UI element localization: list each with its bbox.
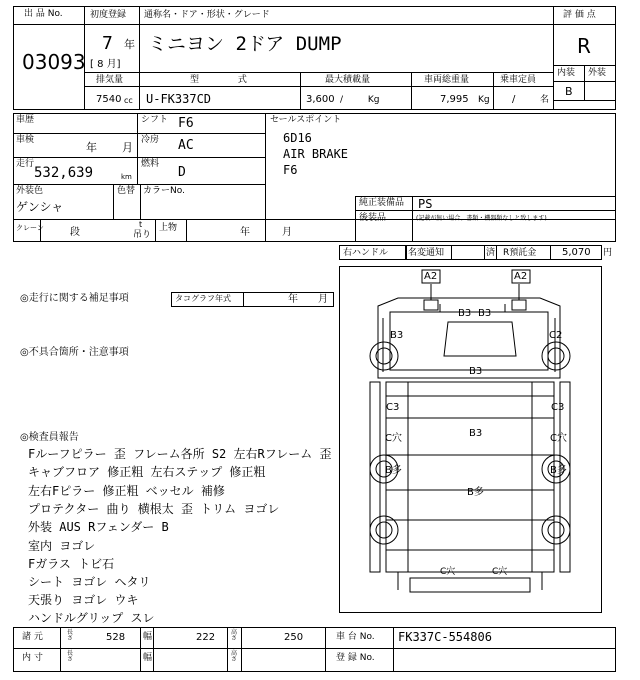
inspection-year: 年 — [86, 141, 97, 154]
rack-month: 月 — [282, 227, 292, 238]
inspector-line: ハンドルグリップ スレ — [28, 611, 155, 625]
damage-code-b-ta-center: B多 — [467, 487, 484, 498]
color-value: ゲンシャ — [16, 200, 64, 214]
sales-point-1: 6D16 — [283, 131, 312, 145]
crane-ton: t — [139, 220, 143, 229]
recycle-unit: 円 — [603, 248, 613, 258]
damage-code-c2-right: C2 — [549, 330, 563, 341]
crane-stage: 段 — [70, 227, 80, 238]
inspector-line: プロテクター 曲り 横根太 歪 トリム ヨゴレ — [28, 502, 280, 516]
inspection-label: 車検 — [16, 135, 35, 145]
rear-right-wheel-2-icon — [542, 516, 570, 544]
capacity-unit: 名 — [540, 95, 550, 105]
chassis-label: 車 台 No. — [336, 632, 375, 642]
damage-code-b3-cab-1: B3 — [458, 308, 472, 319]
defects-label: ◎不具合箇所・注意事項 — [20, 347, 129, 358]
inspector-line: Fルーフピラー 歪 フレーム各所 S2 左右Rフレーム 歪 — [28, 447, 332, 461]
capacity-label: 乗車定員 — [500, 75, 537, 85]
genuine-equipment-value: PS — [418, 197, 433, 211]
shift-value: F6 — [178, 116, 194, 131]
recycle-value: 5,070 — [562, 247, 591, 258]
tax-label: 済 — [486, 248, 496, 258]
reg-year: 7 — [102, 33, 113, 54]
crane-label: クレーン — [16, 224, 44, 232]
damage-code-c-ana-left: C穴 — [385, 433, 402, 444]
score-label: 評 価 点 — [563, 10, 596, 20]
mileage-unit: km — [121, 173, 132, 181]
first-reg-label: 初度登録 — [90, 10, 127, 20]
sales-points-label: セールスポイント — [270, 115, 342, 125]
inspector-line: 外装 AUS Rフェンダー B — [28, 520, 169, 534]
height-value: 250 — [284, 632, 304, 643]
aftermarket-label: 後装品 — [359, 213, 387, 223]
crane-lift: 吊り — [133, 230, 152, 240]
shift-label: シフト — [141, 115, 169, 125]
damage-code-c-ana-bottom-1: C穴 — [440, 567, 456, 577]
chassis-value: FK337C-554806 — [398, 630, 492, 644]
model-name: ミニヨン 2ドア DUMP — [148, 33, 342, 55]
aircon-value: AC — [178, 138, 194, 153]
cargo-label: 内 寸 — [22, 653, 43, 663]
gross-weight-unit: Kg — [478, 95, 490, 105]
lot-label: 出 品 No. — [24, 9, 63, 19]
front-left-wheel-icon — [370, 342, 398, 370]
gross-weight-value: 7,995 — [440, 94, 469, 105]
max-load-value: 3,600 — [306, 94, 335, 105]
inspector-line: 左右Fピラー 修正粗 ベッセル 補修 — [28, 484, 225, 498]
capacity-slash: / — [512, 94, 516, 105]
cargo-width-label: 幅 — [143, 653, 153, 663]
aircon-label: 冷房 — [141, 135, 160, 145]
reg-month: [ 8 月] — [90, 59, 121, 70]
width-label: 幅 — [143, 632, 153, 642]
driving-notes-label: ◎走行に関する補足事項 — [20, 293, 129, 304]
fuel-label: 燃料 — [141, 159, 160, 169]
sales-point-2: AIR BRAKE — [283, 147, 349, 161]
tacho-year: 年 — [288, 294, 298, 305]
reg-year-unit: 年 — [124, 38, 135, 51]
damage-code-b3-front: B3 — [469, 366, 483, 377]
inspector-line: 天張り ヨゴレ ウキ — [28, 593, 139, 607]
max-load-label: 最大積載量 — [325, 75, 371, 85]
length-value: 528 — [106, 632, 126, 643]
aftermarket-note: (記載が無い場合、書類・機器類なしと致します) — [416, 215, 547, 222]
displacement-unit: cc — [124, 96, 133, 105]
tacho-label: タコグラフ年式 — [175, 294, 231, 303]
genuine-equipment-label: 純正装備品 — [359, 198, 405, 208]
mileage-label: 走行 — [16, 159, 35, 169]
damage-code-c3-right: C3 — [551, 402, 565, 413]
width-value: 222 — [196, 632, 216, 643]
rack-year: 年 — [240, 227, 250, 238]
fuel-value: D — [178, 165, 186, 180]
inspector-line: Fガラス トビ石 — [28, 557, 115, 571]
score-value: R — [577, 34, 591, 58]
height-label: 高さ — [231, 629, 238, 642]
color-change-label: 色替 — [117, 186, 136, 196]
mileage-value: 532,639 — [34, 165, 94, 181]
damage-code-b-ta-left: B多 — [385, 465, 402, 476]
inspector-line: キャブフロア 修正粗 左右ステップ 修正粗 — [28, 465, 266, 479]
color-code-label: カラーNo. — [143, 186, 185, 196]
rear-left-wheel-2-icon — [370, 516, 398, 544]
color-label: 外装色 — [16, 186, 44, 196]
history-label: 車歴 — [16, 115, 35, 125]
damage-code-c-ana-bottom-2: C穴 — [492, 567, 508, 577]
damage-code-b3-left: B3 — [390, 330, 404, 341]
displacement-label: 排気量 — [96, 75, 124, 85]
damage-code-b3-center: B3 — [469, 428, 483, 439]
max-load-unit: / Kg — [340, 95, 380, 105]
damage-code-b3-cab-2: B3 — [478, 308, 492, 319]
name-change-label: 名変通知 — [408, 248, 445, 258]
model-name-label: 通称名・ドア・形状・グレード — [144, 10, 270, 20]
interior-label: 内装 — [557, 68, 576, 78]
inspector-label: ◎検査員報告 — [20, 432, 79, 443]
spec-footer-label: 諸 元 — [22, 632, 43, 642]
interior-score: B — [565, 85, 573, 98]
displacement-value: 7540 — [96, 94, 122, 105]
reg-no-label: 登 録 No. — [336, 653, 375, 663]
damage-code-b-ta-right: B多 — [550, 465, 567, 476]
cargo-length-label: 長さ — [67, 650, 74, 663]
recycle-label: R預託金 — [503, 248, 537, 258]
gross-weight-label: 車両総重量 — [424, 75, 470, 85]
type-label: 型 式 — [190, 75, 265, 85]
damage-code-a2-right: A2 — [514, 271, 528, 282]
inspection-month: 月 — [122, 141, 133, 154]
damage-code-c-ana-right: C穴 — [550, 433, 567, 444]
inspector-line: 室内 ヨゴレ — [28, 539, 96, 553]
type-value: U-FK337CD — [146, 92, 212, 106]
sales-point-3: F6 — [283, 163, 298, 177]
rack-label: 上物 — [159, 223, 178, 233]
cargo-height-label: 高さ — [231, 650, 238, 663]
damage-code-a2-left: A2 — [424, 271, 438, 282]
tacho-month: 月 — [318, 294, 328, 305]
exterior-label: 外装 — [588, 68, 607, 78]
inspector-line: シート ヨゴレ ヘタリ — [28, 575, 151, 589]
damage-code-c3-left: C3 — [386, 402, 400, 413]
lot-number: 03093 — [22, 50, 86, 74]
length-label: 長さ — [67, 629, 74, 642]
rhd-label: 右ハンドル — [343, 248, 389, 258]
front-right-wheel-icon — [542, 342, 570, 370]
